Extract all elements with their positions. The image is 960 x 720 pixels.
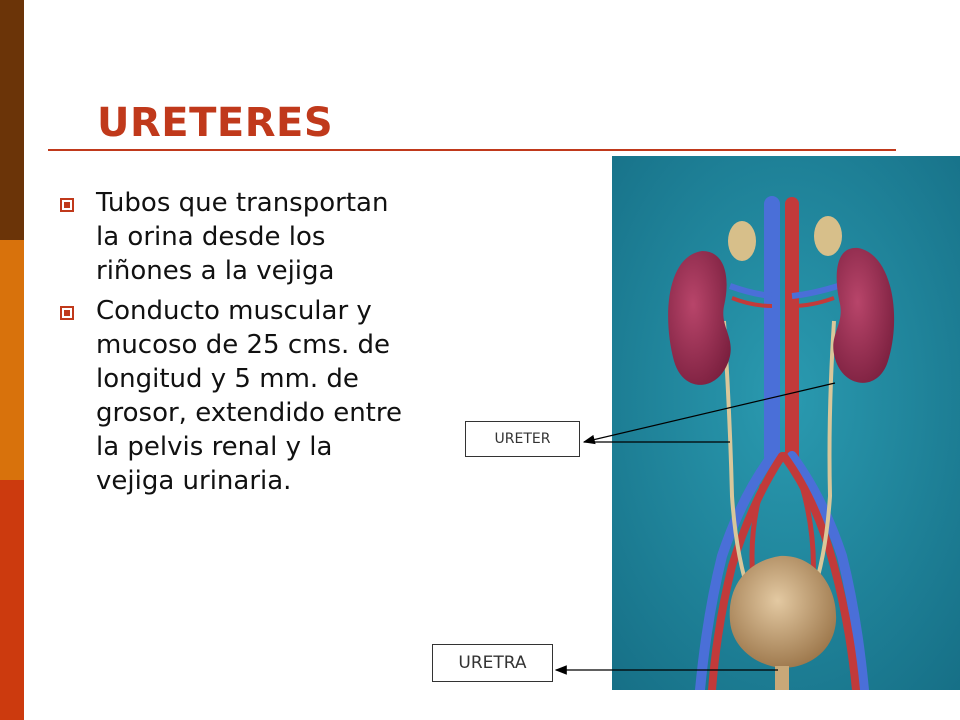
sidebar-color-bar bbox=[0, 0, 24, 720]
square-bullet-icon bbox=[60, 198, 74, 212]
bullet-text: Conducto muscular y mucoso de 25 cms. de longitud y 5 mm. de grosor, extendido entre la pelvis renal y la vejiga urinaria. bbox=[96, 296, 402, 496]
bullet-text: Tubos que transportan la orina desde los riñones a la vejiga bbox=[96, 188, 389, 286]
urinary-system-illustration bbox=[612, 156, 960, 690]
sidebar-segment-middle bbox=[0, 240, 24, 480]
bullet-item bbox=[58, 294, 418, 498]
title-underline bbox=[48, 149, 896, 151]
square-bullet-icon bbox=[60, 306, 74, 320]
sidebar-segment-top bbox=[0, 0, 24, 240]
uretra-label: URETRA bbox=[432, 644, 553, 682]
sidebar-segment-bottom bbox=[0, 480, 24, 720]
slide-title: URETERES bbox=[97, 100, 334, 146]
ureter-label: URETER bbox=[465, 421, 580, 457]
bullet-item bbox=[58, 186, 418, 288]
bullet-list bbox=[58, 186, 418, 504]
